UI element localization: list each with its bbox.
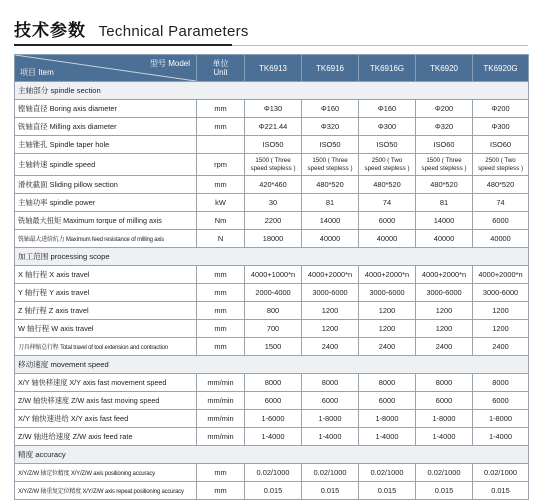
row-label: 主轴锥孔 Spindle taper hole (15, 136, 197, 154)
cell-value: 0.02/1000 (359, 464, 416, 482)
row-label: X/Y 轴快速进给 X/Y axis fast feed (15, 410, 197, 428)
row-label: 铣轴直径 Milling axis diameter (15, 118, 197, 136)
cell-value: 1200 (473, 320, 529, 338)
row-unit: mm (197, 100, 245, 118)
table-row (15, 338, 529, 356)
row-unit: kW (197, 194, 245, 212)
row-unit: rpm (197, 154, 245, 176)
row-label: 镗轴直径 Boring axis diameter (15, 100, 197, 118)
table-row (15, 302, 529, 320)
cell-value: 1-8000 (302, 410, 359, 428)
cell-value: 74 (359, 194, 416, 212)
cell-line: speed stepless ) (477, 164, 524, 172)
cell-line: speed stepless ) (307, 164, 353, 172)
cell-value: 6000 (416, 392, 473, 410)
cell-value: 0.015 (473, 482, 529, 500)
row-unit: mm (197, 482, 245, 500)
table-row (15, 428, 529, 446)
cell-value: Φ300 (359, 118, 416, 136)
row-unit: N (197, 230, 245, 248)
cell-value: ISO60 (416, 136, 473, 154)
cell-value: 4000+2000*n (473, 266, 529, 284)
cell-line: 2500 ( Two (485, 156, 516, 164)
cell-value: 1-8000 (359, 410, 416, 428)
cell-value (245, 154, 302, 176)
table-row (15, 100, 529, 118)
cell-value: Φ130 (245, 100, 302, 118)
cell-value: 3000-6000 (302, 284, 359, 302)
cell-value: Φ160 (302, 100, 359, 118)
cell-value: 1200 (359, 320, 416, 338)
row-unit: mm (197, 118, 245, 136)
cell-value: 1-4000 (302, 428, 359, 446)
cell-value: 2000-4000 (245, 284, 302, 302)
cell-value: 6000 (359, 212, 416, 230)
cell-value: 40000 (416, 230, 473, 248)
cell-value: ISO50 (359, 136, 416, 154)
table-row (15, 136, 529, 154)
section-title: 主轴部分 spindle section (15, 82, 529, 100)
cell-value: 0.015 (302, 482, 359, 500)
title-english: Technical Parameters (98, 23, 249, 40)
table-row (15, 154, 529, 176)
spec-table (14, 54, 529, 500)
cell-value: Φ320 (416, 118, 473, 136)
cell-value: 6000 (473, 212, 529, 230)
row-label: Z 轴行程 Z axis travel (15, 302, 197, 320)
row-label: 主轴功率 spindle power (15, 194, 197, 212)
cell-value: 480*520 (359, 176, 416, 194)
cell-value: 40000 (302, 230, 359, 248)
table-row (15, 410, 529, 428)
cell-value: 4000+1000*n (245, 266, 302, 284)
cell-value: 700 (245, 320, 302, 338)
cell-value: 1-6000 (245, 410, 302, 428)
title-underline (14, 44, 232, 46)
row-unit: mm (197, 464, 245, 482)
cell-value: 8000 (302, 374, 359, 392)
cell-value: 14000 (302, 212, 359, 230)
model-header: TK6916G (359, 55, 416, 82)
cell-line: speed stepless ) (250, 164, 296, 172)
cell-value: 81 (302, 194, 359, 212)
cell-value: 1200 (302, 320, 359, 338)
cell-value: 0.02/1000 (473, 464, 529, 482)
cell-value: 30 (245, 194, 302, 212)
cell-value: 480*520 (473, 176, 529, 194)
cell-line: speed stepless ) (421, 164, 467, 172)
table-row (15, 118, 529, 136)
cell-value: 40000 (359, 230, 416, 248)
row-label: Y 轴行程 Y axis travel (15, 284, 197, 302)
item-label: 项目 Item (20, 68, 54, 77)
model-header: TK6913 (245, 55, 302, 82)
cell-value: 2400 (359, 338, 416, 356)
cell-line: 1500 ( Three (426, 156, 462, 164)
cell-value: 0.02/1000 (416, 464, 473, 482)
cell-value: 18000 (245, 230, 302, 248)
cell-value (359, 154, 416, 176)
cell-value: 6000 (473, 392, 529, 410)
title-chinese: 技术参数 (14, 21, 86, 41)
cell-line: speed stepless ) (364, 164, 410, 172)
row-label: X/Y 轴快移速度 X/Y axis fast movement speed (15, 374, 197, 392)
section-row (15, 356, 529, 374)
cell-value: 8000 (359, 374, 416, 392)
cell-value: 81 (416, 194, 473, 212)
row-label: X 轴行程 X axis travel (15, 266, 197, 284)
cell-value: Φ200 (473, 100, 529, 118)
cell-line: 2500 ( Two (371, 156, 403, 164)
cell-value: 40000 (473, 230, 529, 248)
cell-value: 3000-6000 (473, 284, 529, 302)
cell-line: 1500 ( Three (312, 156, 348, 164)
cell-value: 480*520 (302, 176, 359, 194)
row-unit: Nm (197, 212, 245, 230)
cell-value (302, 154, 359, 176)
page-heading (14, 16, 249, 42)
cell-value: 2400 (416, 338, 473, 356)
cell-value: 1-4000 (416, 428, 473, 446)
cell-value: 1200 (416, 302, 473, 320)
cell-value: 0.015 (245, 482, 302, 500)
row-unit: mm (197, 266, 245, 284)
cell-value: 2200 (245, 212, 302, 230)
table-row (15, 464, 529, 482)
cell-value: 6000 (359, 392, 416, 410)
row-unit: mm (197, 302, 245, 320)
cell-line: 1500 ( Three (255, 156, 291, 164)
cell-value: 4000+2000*n (302, 266, 359, 284)
row-unit: mm (197, 176, 245, 194)
cell-value: 1-4000 (245, 428, 302, 446)
table-row (15, 230, 529, 248)
cell-value: 1200 (302, 302, 359, 320)
section-row (15, 248, 529, 266)
cell-value: ISO50 (302, 136, 359, 154)
cell-value: Φ320 (302, 118, 359, 136)
cell-value: 14000 (416, 212, 473, 230)
table-row (15, 266, 529, 284)
cell-value (416, 154, 473, 176)
cell-value: 74 (473, 194, 529, 212)
model-label: 型号 Model (149, 59, 190, 68)
row-label: 主轴转速 spindle speed (15, 154, 197, 176)
row-label: 铣轴最大进给抗力 Maximum feed resistance of milling axis (15, 230, 197, 248)
row-label: X/Y/Z/W 轴重复定位精度 X/Y/Z/W axis repeat positioning accuracy (15, 482, 197, 500)
table-row (15, 284, 529, 302)
cell-value: 420*460 (245, 176, 302, 194)
table-row (15, 392, 529, 410)
row-label: W 轴行程 W axis travel (15, 320, 197, 338)
cell-value: 1-8000 (473, 410, 529, 428)
row-unit: mm/min (197, 410, 245, 428)
model-header: TK6920G (473, 55, 529, 82)
cell-value: 3000-6000 (359, 284, 416, 302)
row-label: Z/W 轴快移速度 Z/W axis fast moving speed (15, 392, 197, 410)
cell-value: 800 (245, 302, 302, 320)
row-label: 滑枕截面 Sliding pillow section (15, 176, 197, 194)
cell-value: Φ200 (416, 100, 473, 118)
row-unit: mm/min (197, 392, 245, 410)
cell-value: 1-4000 (473, 428, 529, 446)
unit-header-en: Unit (213, 68, 228, 77)
cell-value: 8000 (473, 374, 529, 392)
header-corner-cell (15, 55, 197, 82)
cell-value: 1-8000 (416, 410, 473, 428)
row-unit: mm (197, 338, 245, 356)
table-row (15, 194, 529, 212)
cell-value: 0.02/1000 (302, 464, 359, 482)
model-header: TK6916 (302, 55, 359, 82)
row-unit: mm (197, 284, 245, 302)
header-row (15, 55, 529, 82)
cell-value: 1200 (359, 302, 416, 320)
cell-value: 480*520 (416, 176, 473, 194)
cell-value (473, 154, 529, 176)
cell-value: 1200 (473, 302, 529, 320)
table-row (15, 482, 529, 500)
table-row (15, 176, 529, 194)
section-row (15, 446, 529, 464)
row-label: 铣轴最大扭矩 Maximum torque of milling axis (15, 212, 197, 230)
cell-value: 1500 (245, 338, 302, 356)
row-label: Z/W 轴进给速度 Z/W axis feed rate (15, 428, 197, 446)
unit-header (197, 55, 245, 82)
cell-value: ISO50 (245, 136, 302, 154)
section-title: 精度 accuracy (15, 446, 529, 464)
cell-value: 2400 (473, 338, 529, 356)
cell-value: 1-4000 (359, 428, 416, 446)
cell-value: 1200 (416, 320, 473, 338)
cell-value: 0.015 (359, 482, 416, 500)
title-divider (232, 45, 528, 46)
cell-value: 8000 (416, 374, 473, 392)
table-row (15, 374, 529, 392)
cell-value: 4000+2000*n (359, 266, 416, 284)
row-unit: mm/min (197, 428, 245, 446)
cell-value: 2400 (302, 338, 359, 356)
cell-value: 0.015 (416, 482, 473, 500)
cell-value: 6000 (245, 392, 302, 410)
row-label: 刀具伸缩总行程 Total travel of tool extension and contraction (15, 338, 197, 356)
cell-value: 0.02/1000 (245, 464, 302, 482)
cell-value: 8000 (245, 374, 302, 392)
cell-value: Φ221.44 (245, 118, 302, 136)
section-title: 移动速度 movement speed (15, 356, 529, 374)
cell-value: 3000-6000 (416, 284, 473, 302)
row-label: X/Y/Z/W 轴定位精度 X/Y/Z/W axis positioning accuracy (15, 464, 197, 482)
row-unit: mm (197, 320, 245, 338)
unit-header-cn: 单位 (212, 59, 229, 68)
model-header: TK6920 (416, 55, 473, 82)
table-row (15, 320, 529, 338)
cell-value: Φ300 (473, 118, 529, 136)
cell-value: ISO60 (473, 136, 529, 154)
section-row (15, 82, 529, 100)
cell-value: 6000 (302, 392, 359, 410)
cell-value: 4000+2000*n (416, 266, 473, 284)
table-row (15, 212, 529, 230)
section-title: 加工范围 processing scope (15, 248, 529, 266)
row-unit: mm/min (197, 374, 245, 392)
row-unit (197, 136, 245, 154)
cell-value: Φ160 (359, 100, 416, 118)
